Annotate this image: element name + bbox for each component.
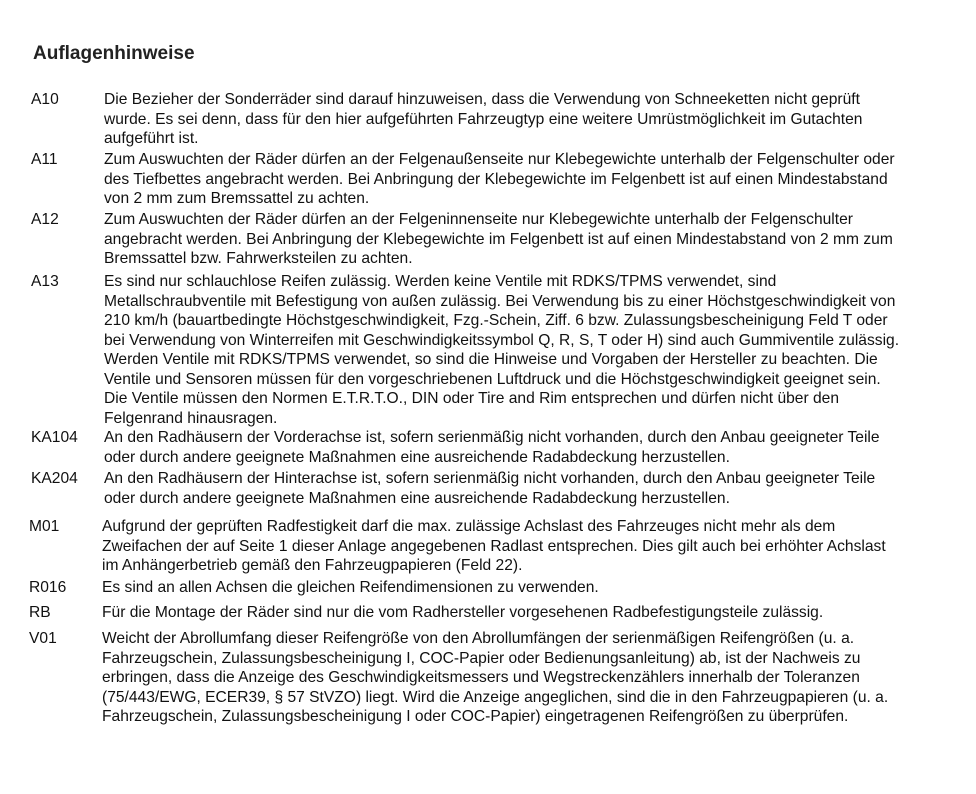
note-line: angebracht werden. Bei Anbringung der Klebegewichte im Felgenbett ist auf einen Mindestabstand von 2 mm zum [104,230,893,248]
note-line: Fahrzeugschein, Zulassungsbescheinigung I, COC-Papier oder Bedienungsanleitung) ab, ist der Nachweis zu [102,649,861,667]
note-line: Bremssattel bzw. Fahrwerksteilen zu achten. [104,250,413,267]
note-line: Die Bezieher der Sonderräder sind darauf hinzuweisen, dass die Verwendung von Schneeketten nicht geprüft [104,91,860,108]
note-text [104,90,862,149]
note-text [102,578,599,598]
note-code: A13 [31,273,59,290]
note-code: A10 [31,91,59,108]
note-line: Ventile und Sensoren müssen für den vorgeschriebenen Luftdruck und die Höchstgeschwindigkeit geeignet sein. [104,370,881,388]
section-title: Auflagenhinweise [33,43,195,64]
note-line: 210 km/h (bauartbedingte Höchstgeschwindigkeit, Fzg.-Schein, Ziff. 6 bzw. Zulassungsbescheinigung Feld T oder [104,312,888,329]
note-line: (75/443/EWG, ECER39, § 57 StVZO) liegt. Wird die Anzeige angeglichen, sind die in den Fahrzeugpapieren (u. a. [102,688,889,706]
note-line: bei Verwendung von Winterreifen mit Geschwindigkeitssymbol Q, R, S, T oder H) sind auch Gummiventile zulässig. [104,331,900,349]
note-code: RB [29,604,51,621]
note-code: KA104 [31,429,78,446]
note-line: An den Radhäusern der Vorderachse ist, sofern serienmäßig nicht vorhanden, durch den Anbau geeigneter Teile [104,429,880,446]
note-line: im Anhängerbetrieb gemäß den Fahrzeugpapieren (Feld 22). [102,557,523,574]
note-line: Die Ventile müssen den Normen E.T.R.T.O., DIN oder Tire and Rim entsprechen und dürfen nicht über den [104,390,840,407]
note-text [104,210,893,269]
note-line: Felgenrand hinausragen. [104,409,278,427]
note-text [104,428,880,467]
note-code: A11 [31,151,58,168]
note-text [102,629,888,727]
note-line: Zum Auswuchten der Räder dürfen an der Felgenaußenseite nur Klebegewichte unterhalb der Felgenschulter oder [104,151,895,168]
note-code: V01 [29,630,57,647]
note-text [102,603,823,623]
note-line: des Tiefbettes angebracht werden. Bei Anbringung der Klebegewichte im Felgenbett ist auf einen Mindestabstand [104,170,888,188]
note-line: aufgeführt ist. [104,130,199,147]
note-line: Es sind an allen Achsen die gleichen Reifendimensionen zu verwenden. [102,579,599,596]
note-text [104,469,875,508]
note-line: von 2 mm zum Bremssattel zu achten. [104,190,370,207]
note-text [104,272,899,428]
note-line: wurde. Es sei denn, dass für den hier aufgeführten Fahrzeugtyp eine weitere Umrüstmöglichkeit im Gutachten [104,110,863,128]
note-line: Weicht der Abrollumfang dieser Reifengröße von den Abrollumfängen der serienmäßigen Reifengrößen (u. a. [102,630,855,647]
note-line: Metallschraubventile mit Befestigung von außen zulässig. Bei Verwendung bis zu einer Höchstgeschwindigkeit von [104,292,896,310]
note-line: Zum Auswuchten der Räder dürfen an der Felgeninnenseite nur Klebegewichte unterhalb der Felgenschulter [104,211,853,228]
note-line: erbringen, dass die Anzeige des Geschwindigkeitsmessers und Wegstreckenzählers innerhalb der Toleranzen [102,669,860,686]
note-line: Zweifachen der auf Seite 1 dieser Anlage angegebenen Radlast entsprechen. Dies gilt auch bei erhöhter Achslast [102,537,886,555]
note-line: Es sind nur schlauchlose Reifen zulässig. Werden keine Ventile mit RDKS/TPMS verwendet, sind [104,273,777,290]
note-text [102,517,886,576]
note-line: Aufgrund der geprüften Radfestigkeit darf die max. zulässige Achslast des Fahrzeuges nicht mehr als dem [102,518,836,535]
note-text [104,150,895,209]
note-code: KA204 [31,470,78,487]
note-line: oder durch andere geeignete Maßnahmen eine ausreichende Radabdeckung herzustellen. [104,448,730,466]
note-code: R016 [29,579,67,596]
note-line: Werden Ventile mit RDKS/TPMS verwendet, so sind die Hinweise und Vorgaben der Hersteller zu beachten. Die [104,351,878,368]
note-line: Für die Montage der Räder sind nur die vom Radhersteller vorgesehenen Radbefestigungsteile zulässig. [102,604,824,621]
note-code: A12 [31,211,59,228]
note-code: M01 [29,518,60,535]
note-line: Fahrzeugschein, Zulassungsbescheinigung I oder COC-Papier) eingetragenen Reifengrößen zu überprüfen. [102,708,849,725]
note-line: An den Radhäusern der Hinterachse ist, sofern serienmäßig nicht vorhanden, durch den Anbau geeigneter Teile [104,470,876,487]
note-line: oder durch andere geeignete Maßnahmen eine ausreichende Radabdeckung herzustellen. [104,489,730,507]
